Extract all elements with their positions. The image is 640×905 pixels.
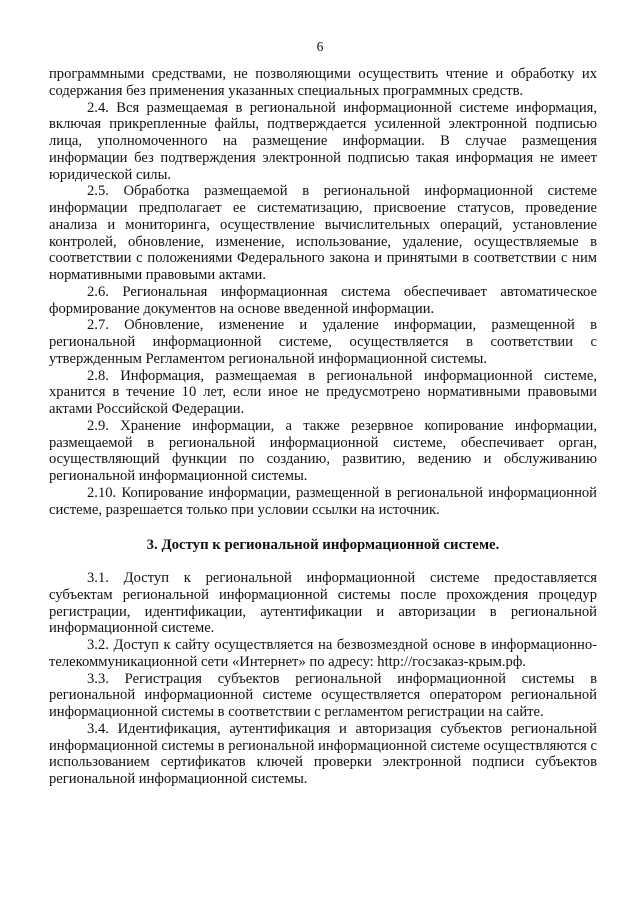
document-body (49, 66, 597, 788)
paragraph-2-4: 2.4. Вся размещаемая в региональной информационной системе информация, включая прикрепленные файлы, подтверждается усиленной электронной подписью лица, уполномоченного на размещение информации. В случае размещения информации без подтверждения электронной подписью такая информация не имеет юридической силы. (49, 99, 597, 183)
paragraph-3-3: 3.3. Регистрация субъектов региональной информационной системы в региональной информационной системе осуществляется оператором региональной информационной системы в соответствии с регламентом регистрации на сайте. (49, 670, 597, 720)
paragraph-2-10: 2.10. Копирование информации, размещенной в региональной информационной системе, разрешается только при условии ссылки на источник. (49, 484, 597, 518)
paragraph-2-6: 2.6. Региональная информационная система обеспечивает автоматическое формирование документов на основе введенной информации. (49, 283, 597, 317)
section-heading: 3. Доступ к региональной информационной системе. (146, 537, 500, 554)
paragraph-2-9: 2.9. Хранение информации, а также резервное копирование информации, размещаемой в региональной информационной системе, обеспечивает орган, осуществляющий функции по созданию, развитию, ведению и обслуживанию региональной информационной системы. (49, 417, 597, 484)
page-number: 6 (316, 39, 324, 54)
paragraph-2-7: 2.7. Обновление, изменение и удаление информации, размещенной в региональной информационной системе, осуществляется в соответствии с утвержденным Регламентом региональной информационной системы. (49, 317, 597, 367)
paragraph-2-8: 2.8. Информация, размещаемая в региональной информационной системе, хранится в течение 10 лет, если иное не предусмотрено нормативными правовыми актами Российской Федерации. (49, 367, 597, 417)
paragraph-3-4: 3.4. Идентификация, аутентификация и авторизация субъектов региональной информационной системы в региональной информационной системе осуществляются с использованием сертификатов ключей проверки электронной подписи субъектов региональной информационной системы. (49, 720, 597, 787)
paragraph-continuation: программными средствами, не позволяющими осуществить чтение и обработку их содержания без применения указанных специальных программных средств. (49, 66, 597, 99)
paragraph-3-1: 3.1. Доступ к региональной информационной системе предоставляется субъектам региональной информационной системы после прохождения процедур регистрации, идентификации, аутентификации и авторизации в региональной информационной системе. (49, 570, 597, 637)
paragraph-3-2: 3.2. Доступ к сайту осуществляется на безвозмездной основе в информационно-телекоммуникационной сети «Интернет» по адресу: http://госзаказ-крым.рф. (49, 637, 597, 670)
paragraph-2-5: 2.5. Обработка размещаемой в региональной информационной системе информации предполагает ее систематизацию, присвоение статусов, проведение анализа и мониторинга, осуществление вычислительных операций, установление контролей, обновление, изменение, использование, удаление, осуществляемые в соответствии с положениями Федерального закона и принятыми в соответствии с ним нормативными правовыми актами. (49, 183, 597, 283)
